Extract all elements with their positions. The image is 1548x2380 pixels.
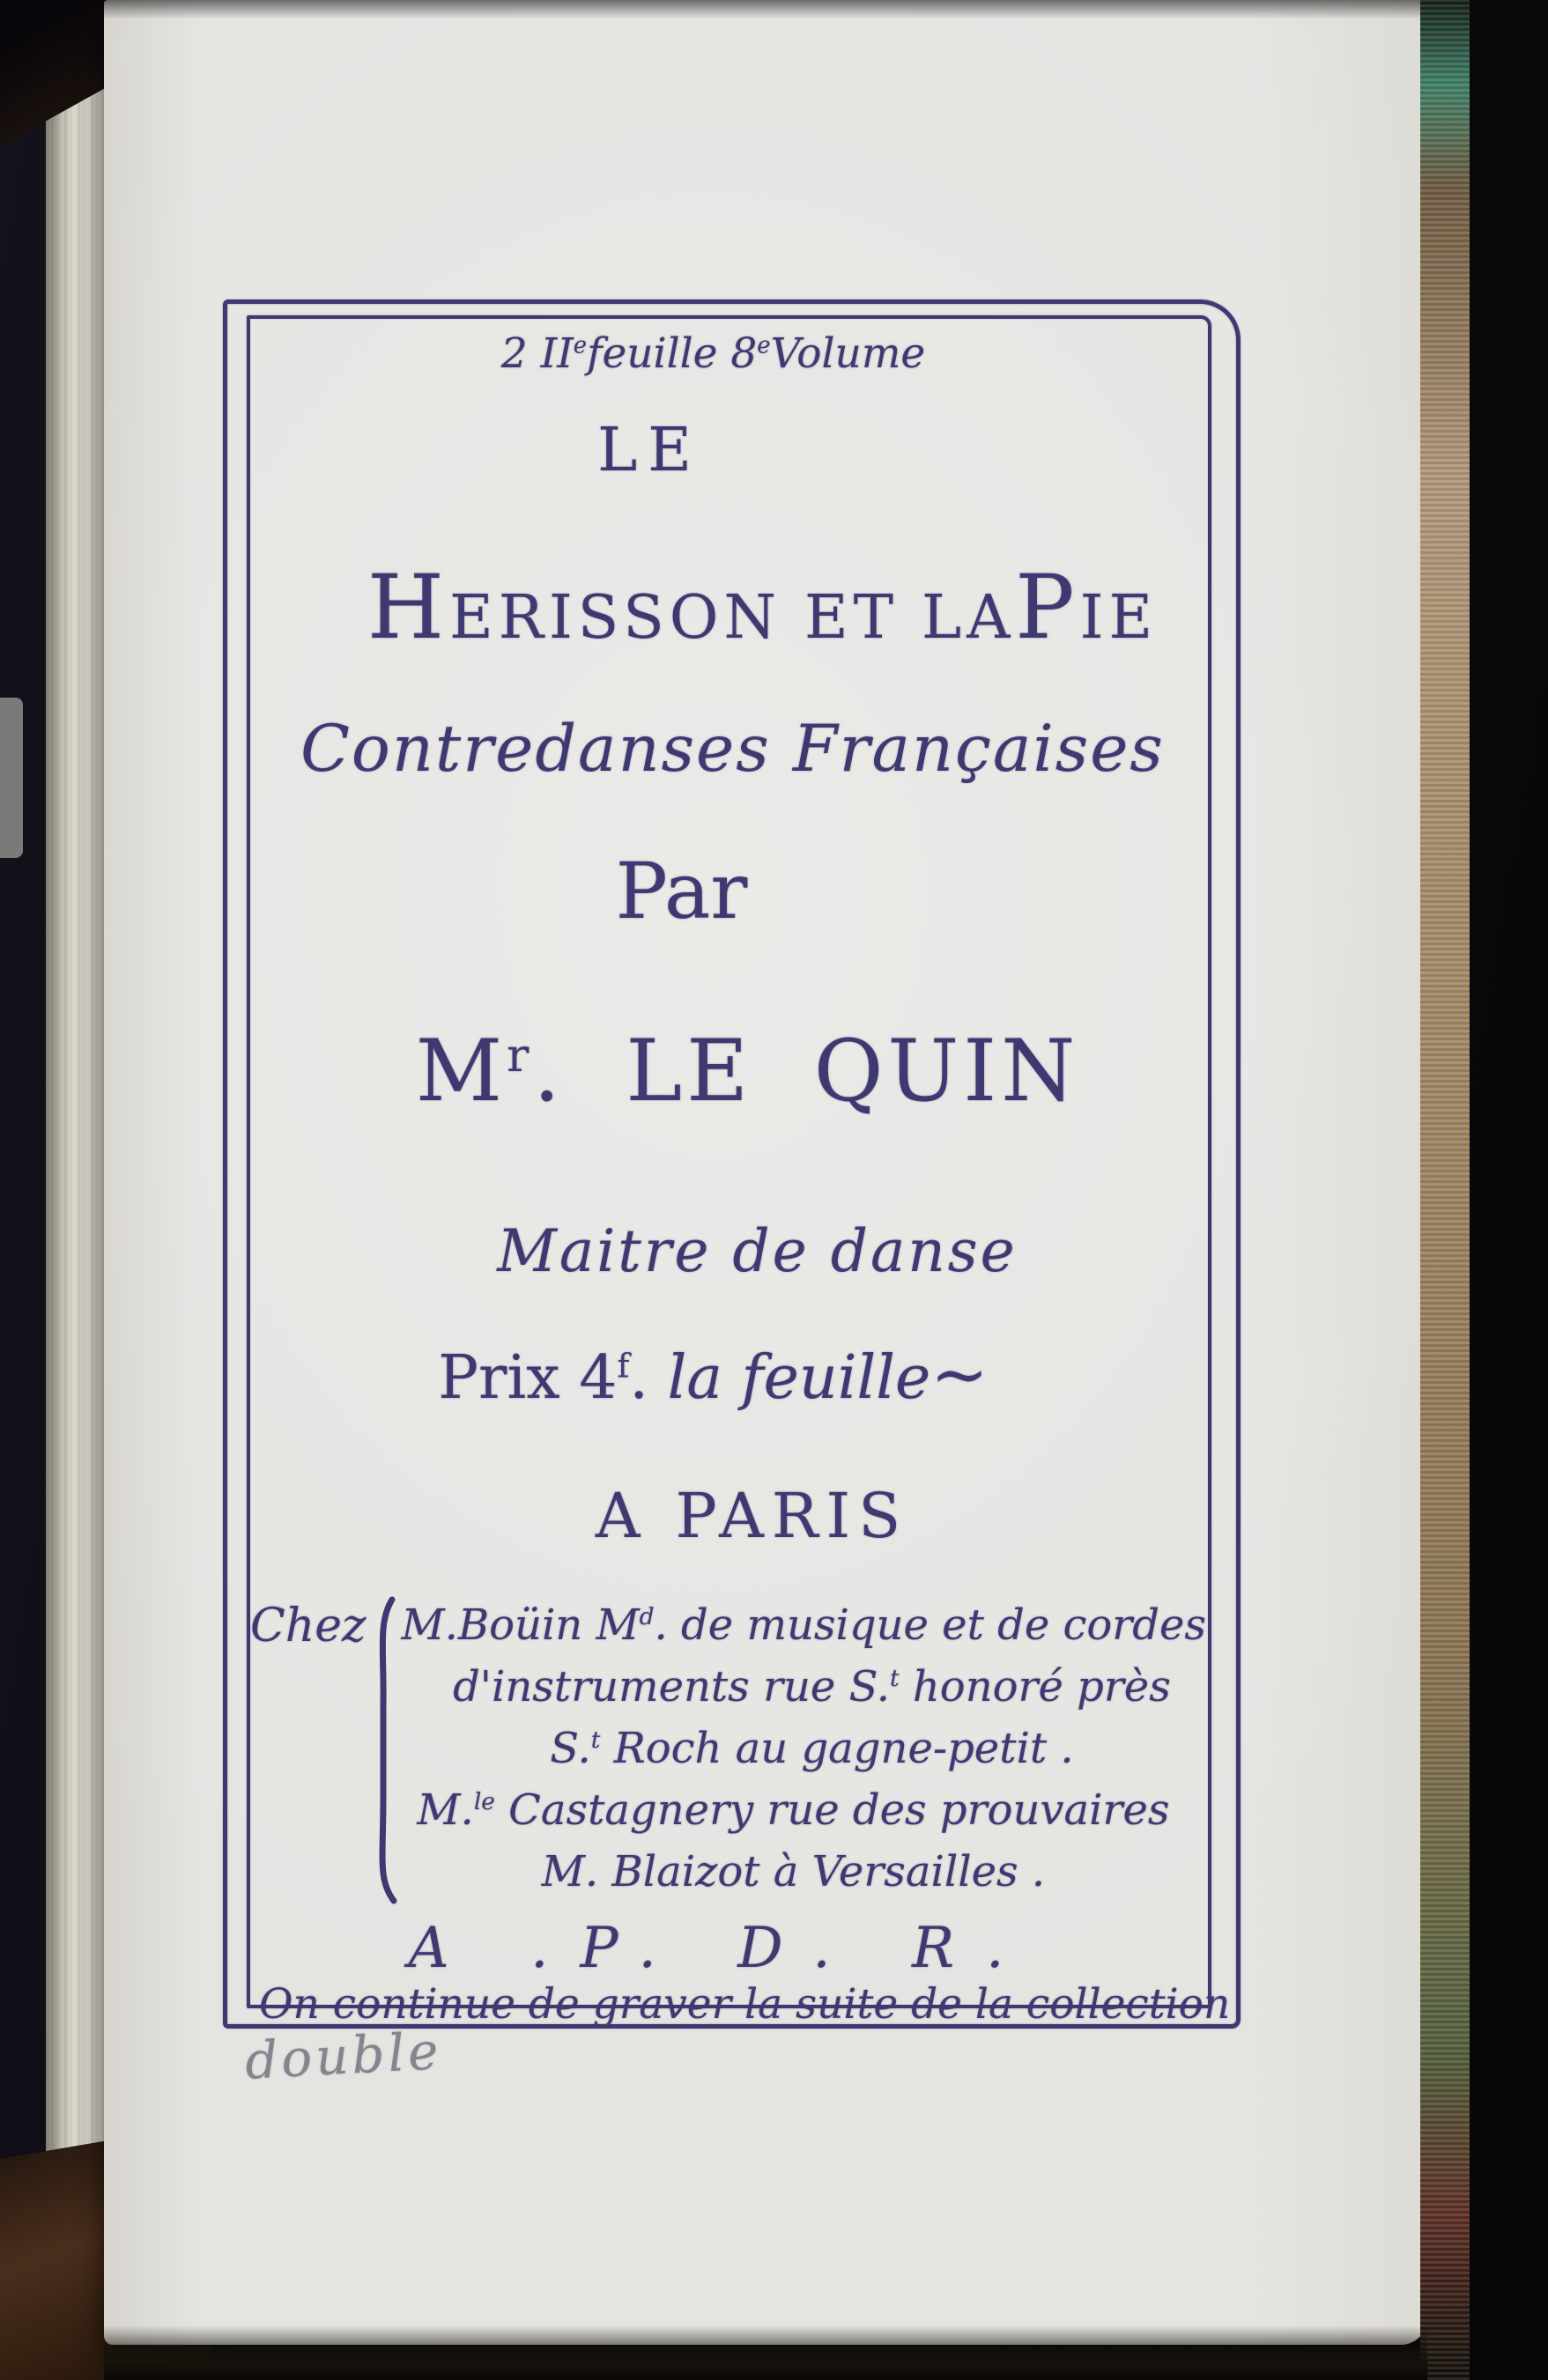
imprint-line-2 <box>401 1656 1185 1718</box>
title-word-herisson: ERISSON <box>449 583 782 653</box>
imprint-line-3-rest: Roch au gagne-petit . <box>600 1724 1074 1773</box>
imprint-line-3-sup: t <box>590 1726 601 1754</box>
author-rest: . LE QUIN <box>533 1022 1080 1120</box>
title-word-et: ET <box>804 583 900 653</box>
page-top-shadow <box>104 0 1427 19</box>
price-sup: f <box>617 1346 630 1386</box>
title-initial-h: H <box>367 556 450 659</box>
author-m-sup: r <box>507 1029 534 1083</box>
imprint-line-4 <box>401 1779 1185 1841</box>
marbled-fore-edge <box>1420 0 1470 2380</box>
title-subtitle: Contredanses Françaises <box>300 712 1165 787</box>
price-flourish: ~ <box>930 1334 985 1415</box>
price-lead: Prix 4 <box>438 1343 618 1413</box>
title-initial-p: P <box>1015 556 1080 659</box>
city-line: A PARIS <box>595 1480 909 1552</box>
price-line <box>233 1334 1190 1415</box>
imprint-line-5: M. Blaizot à Versailles . <box>541 1847 1046 1896</box>
collection-note: On continue de graver la suite de la collection <box>259 1980 1231 2029</box>
volume-number-sup: e <box>757 332 771 359</box>
imprint-line-2-sup: t <box>890 1665 900 1692</box>
imprint-lines <box>401 1594 1206 1903</box>
sheet-volume-annotation <box>247 329 1204 378</box>
title-word-la: LA <box>922 583 1016 653</box>
price-dot: . <box>629 1343 648 1413</box>
imprint-line-2-rest: honoré près <box>899 1662 1171 1711</box>
sheet-number: 2 II <box>500 329 574 378</box>
imprint-line-3 <box>401 1718 1185 1779</box>
imprint-line-4-sup: le <box>473 1788 495 1815</box>
imprint-block <box>247 1594 1204 1904</box>
title-word-pie: IE <box>1079 583 1159 653</box>
volume-label: Volume <box>770 329 926 378</box>
author-m: M <box>415 1022 507 1120</box>
byline: Par <box>615 846 748 936</box>
imprint-line-4-rest: Castagnery rue des prouvaires <box>494 1785 1170 1835</box>
author-role: Maitre de danse <box>497 1217 1018 1285</box>
imprint-line-1 <box>401 1594 1206 1656</box>
author-name <box>269 1022 1226 1120</box>
title-main <box>284 556 1241 659</box>
imprint-line-4-text: M. <box>417 1785 474 1835</box>
page-bottom-shadow <box>104 2325 1427 2380</box>
imprint-line-1-text: M.Boüin M <box>401 1600 640 1650</box>
title-article: LE <box>597 416 702 485</box>
brace-decoration <box>371 1596 397 1904</box>
title-page-content <box>247 299 1231 2029</box>
imprint-line-1-sup: d <box>639 1603 655 1630</box>
imprint-line-2-text: d'instruments rue S. <box>453 1662 891 1711</box>
background-book-edge <box>0 698 23 858</box>
imprint-line-3-text: S. <box>550 1724 591 1773</box>
privilege-line: A .P. D. R. <box>408 1916 1036 1981</box>
feuille-label: feuille 8 <box>587 329 758 378</box>
price-tail: la feuille <box>648 1343 931 1413</box>
imprint-chez: Chez <box>250 1600 367 1652</box>
sheet-number-sup: e <box>573 332 588 359</box>
imprint-line-1-rest: . de musique et de cordes <box>654 1600 1206 1650</box>
pencil-note: double <box>243 2021 444 2091</box>
